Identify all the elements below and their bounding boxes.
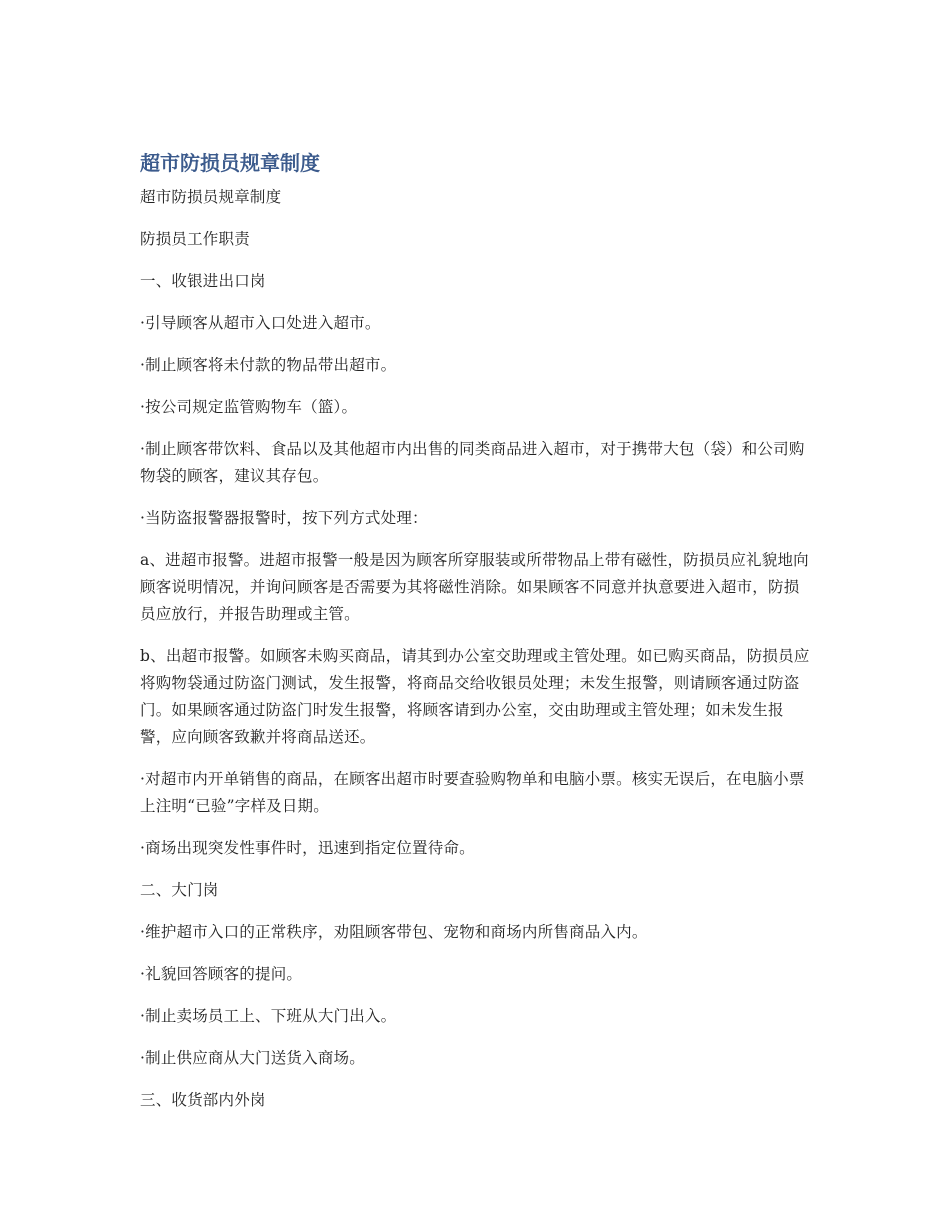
paragraph: ·礼貌回答顾客的提问。 (140, 965, 303, 983)
paragraph: ·引导顾客从超市入口处进入超市。 (140, 314, 381, 332)
paragraph: ·制止顾客将未付款的物品带出超市。 (140, 356, 397, 374)
paragraph: ·当防盗报警器报警时，按下列方式处理： (140, 509, 428, 527)
paragraph: ·维护超市入口的正常秩序，劝阻顾客带包、宠物和商场内所售商品入内。 (140, 923, 648, 941)
paragraph: b、出超市报警。如顾客未购买商品，请其到办公室交助理或主管处理。如已购买商品，防损员应将购物袋通过防盗门测试，发生报警，将商品交给收银员处理；未发生报警，则请顾客通过防盗门。如果顾客通过防盗门时发生报警，将顾客请到办公室，交由助理或主管处理；如未发生报警，应向顾客致歉并将商品送还。 (140, 647, 810, 746)
document-page (140, 148, 810, 1129)
section-heading-receiving: 三、收货部内外岗 (140, 1091, 266, 1109)
section-heading-gate: 二、大门岗 (140, 881, 219, 899)
paragraph: ·制止卖场员工上、下班从大门出入。 (140, 1007, 397, 1025)
paragraph: a、进超市报警。进超市报警一般是因为顾客所穿服装或所带物品上带有磁性，防损员应礼貌地向顾客说明情况，并询问顾客是否需要为其将磁性消除。如果顾客不同意并执意要进入超市，防损员应放行，并报告助理或主管。 (140, 551, 809, 623)
paragraph: ·商场出现突发性事件时，迅速到指定位置待命。 (140, 839, 475, 857)
paragraph: ·对超市内开单销售的商品，在顾客出超市时要查验购物单和电脑小票。核实无误后，在电脑小票上注明“已验”字样及日期。 (140, 770, 805, 815)
section-heading-checkout: 一、收银进出口岗 (140, 272, 266, 290)
section-heading-duties: 防损员工作职责 (140, 230, 250, 248)
paragraph: ·制止供应商从大门送货入商场。 (140, 1049, 365, 1067)
doc-subtitle: 超市防损员规章制度 (140, 188, 282, 206)
paragraph: ·制止顾客带饮料、食品以及其他超市内出售的同类商品进入超市，对于携带大包（袋）和公司购物袋的顾客，建议其存包。 (140, 440, 805, 485)
paragraph: ·按公司规定监管购物车（篮）。 (140, 398, 358, 416)
document-title: 超市防损员规章制度 (140, 151, 320, 175)
